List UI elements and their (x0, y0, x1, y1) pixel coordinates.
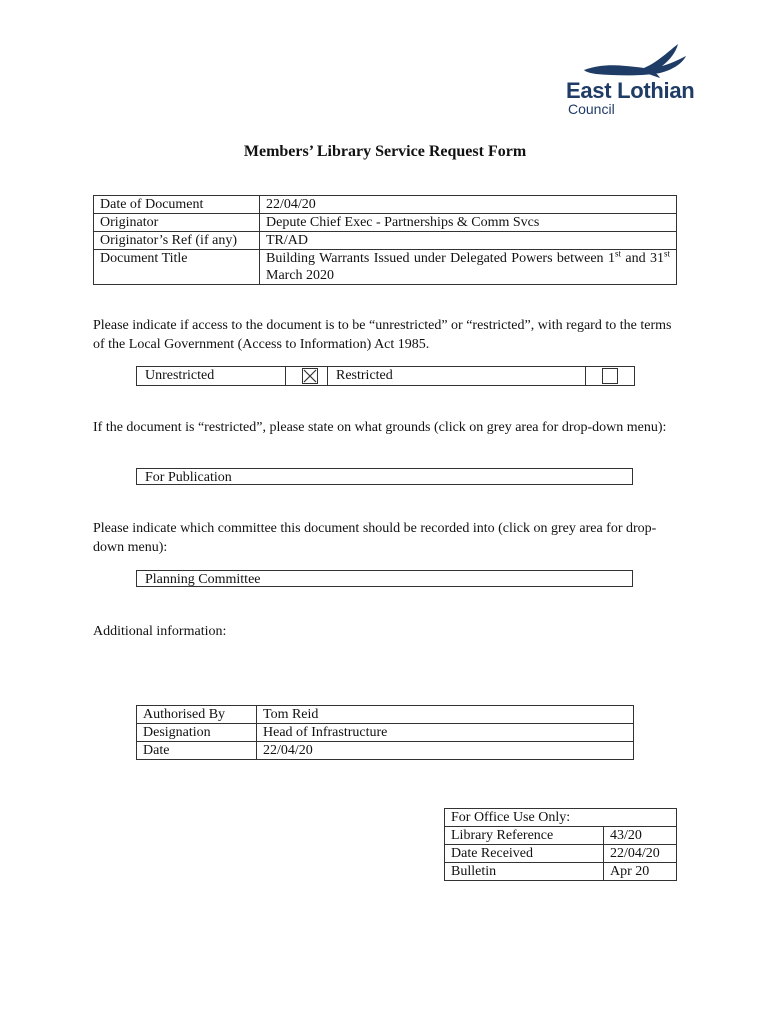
table-row (445, 809, 677, 827)
table-row (137, 742, 634, 760)
date-of-document-label: Date of Document (94, 196, 260, 214)
authorised-by-value: Tom Reid (257, 706, 634, 724)
date-received-label: Date Received (445, 845, 604, 863)
check-x-icon (303, 369, 317, 383)
unrestricted-label: Unrestricted (145, 368, 215, 383)
divider (327, 367, 328, 385)
date-received-value: 22/04/20 (604, 845, 677, 863)
page-title: Members’ Library Service Request Form (243, 143, 527, 160)
library-reference-value: 43/20 (604, 827, 677, 845)
table-row (94, 196, 677, 214)
designation-label: Designation (137, 724, 257, 742)
table-row (445, 827, 677, 845)
date-value: 22/04/20 (257, 742, 634, 760)
additional-info-label: Additional information: (93, 624, 227, 639)
restricted-checkbox[interactable] (602, 368, 618, 384)
table-row (94, 250, 677, 285)
document-title-value: Building Warrants Issued under Delegated Powers between 1st and 31st March 2020 (260, 250, 677, 285)
authorised-by-label: Authorised By (137, 706, 257, 724)
committee-instruction: Please indicate which committee this document should be recorded into (click on grey area for drop-down menu): (93, 521, 657, 555)
divider (285, 367, 286, 385)
bulletin-value: Apr 20 (604, 863, 677, 881)
bird-icon (584, 44, 686, 78)
divider (585, 367, 586, 385)
access-instruction: Please indicate if access to the document is to be “unrestricted” or “restricted”, with regard to the terms of the Local Government (Access to Information) Act 1985. (93, 318, 672, 352)
document-title-label: Document Title (94, 250, 260, 285)
table-row (94, 214, 677, 232)
restricted-label: Restricted (336, 368, 393, 383)
originator-value: Depute Chief Exec - Partnerships & Comm Svcs (260, 214, 677, 232)
access-row (136, 366, 635, 386)
table-row (445, 845, 677, 863)
office-use-heading: For Office Use Only: (445, 809, 677, 827)
logo-council: Council (568, 101, 615, 117)
office-use-table (444, 808, 677, 881)
table-row (137, 706, 634, 724)
grounds-instruction: If the document is “restricted”, please state on what grounds (click on grey area for drop-down menu): (93, 420, 667, 435)
committee-dropdown[interactable]: Planning Committee (136, 570, 633, 587)
unrestricted-checkbox[interactable] (302, 368, 318, 384)
library-reference-label: Library Reference (445, 827, 604, 845)
logo-name: East Lothian (566, 78, 695, 103)
bulletin-label: Bulletin (445, 863, 604, 881)
document-info-table (93, 195, 677, 285)
originator-label: Originator (94, 214, 260, 232)
grounds-dropdown[interactable]: For Publication (136, 468, 633, 485)
table-row (94, 232, 677, 250)
originator-ref-label: Originator’s Ref (if any) (94, 232, 260, 250)
date-of-document-value: 22/04/20 (260, 196, 677, 214)
designation-value: Head of Infrastructure (257, 724, 634, 742)
date-label: Date (137, 742, 257, 760)
table-row (445, 863, 677, 881)
table-row (137, 724, 634, 742)
originator-ref-value: TR/AD (260, 232, 677, 250)
authorisation-table (136, 705, 634, 760)
